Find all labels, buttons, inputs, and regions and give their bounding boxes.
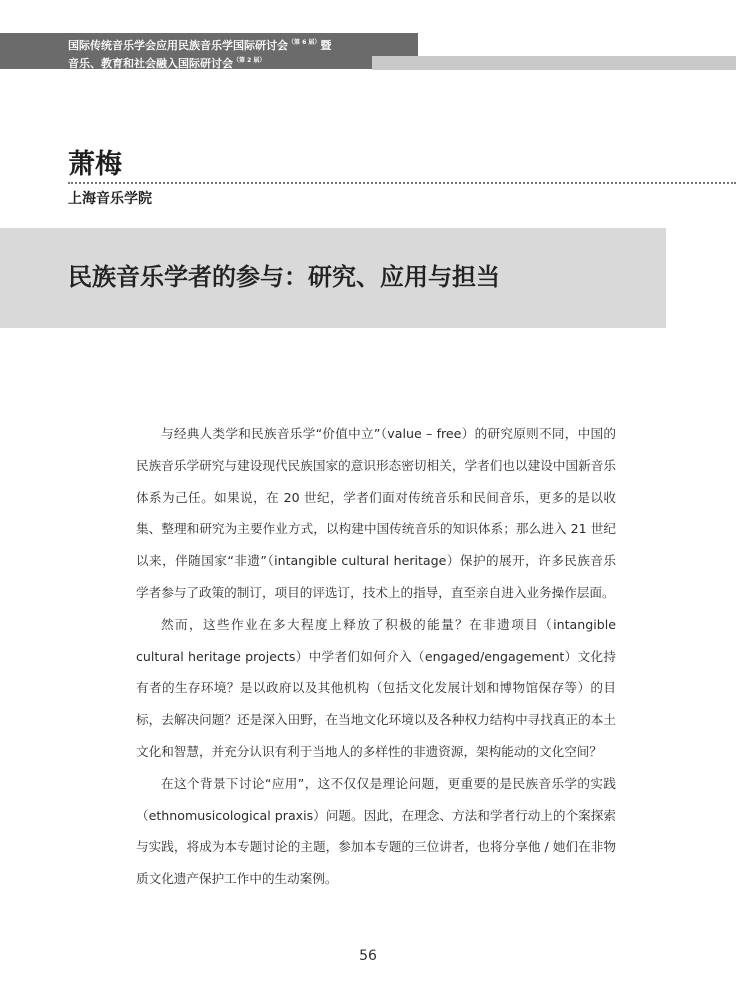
running-header-line-2 [68,53,331,71]
body-paragraph: 然而，这些作业在多大程度上释放了积极的能量？在非遗项目（intangible cultural heritage projects）中学者们如何介入（engaged/engagement）文化持有者的生存环境？是以政府以及其他机构（包括文化发展计划和博物馆保存等）的目标，去解决问题？还是深入田野，在当地文化环境以及各种权力结构中寻找真正的本土文化和智慧，并充分认识有利于当地人的多样性的非遗资源，架构能动的文化空间？ [136,616,616,759]
dotted-divider [68,182,736,184]
author-name: 萧梅 [68,149,122,180]
body-paragraph: 在这个背景下讨论“应用”，这不仅仅是理论问题，更重要的是民族音乐学的实践（ethnomusicological praxis）问题。因此，在理念、方法和学者行动上的个案探索与实践，将成为本专题讨论的主题，参加本专题的三位讲者，也将分享他 / 她们在非物质文化遗产保护工作中的生动案例。 [136,775,616,887]
running-header-line-1 [68,35,331,53]
conference-title-1: 国际传统音乐学会应用民族音乐学国际研讨会 [68,39,288,52]
article-body [136,418,616,895]
author-affiliation: 上海音乐学院 [68,191,152,207]
conference-title-2: 音乐、教育和社会融入国际研讨会 [68,57,233,70]
conference-edition-2: （第 2 届） [233,57,266,64]
running-header [68,35,331,71]
page-number: 56 [359,948,377,964]
conference-edition-1: （第 6 届） [288,39,321,46]
header-band-accent [372,56,736,70]
body-paragraph: 与经典人类学和民族音乐学“价值中立”（value – free）的研究原则不同，中国的民族音乐学研究与建设现代民族国家的意识形态密切相关，学者们也以建设中国新音乐体系为己任。如果说，在 20 世纪，学者们面对传统音乐和民间音乐，更多的是以收集、整理和研究为主要作业方式，以构建中国传统音乐的知识体系；那么进入 21 世纪以来，伴随国家“非遗”（intangible cultural heritage）保护的展开，许多民族音乐学者参与了政策的制订，项目的评选订，技术上的指导，直至亲自进入业务操作层面。 [136,426,616,600]
article-title: 民族音乐学者的参与：研究、应用与担当 [68,262,500,291]
conference-connector: 暨 [320,39,332,52]
